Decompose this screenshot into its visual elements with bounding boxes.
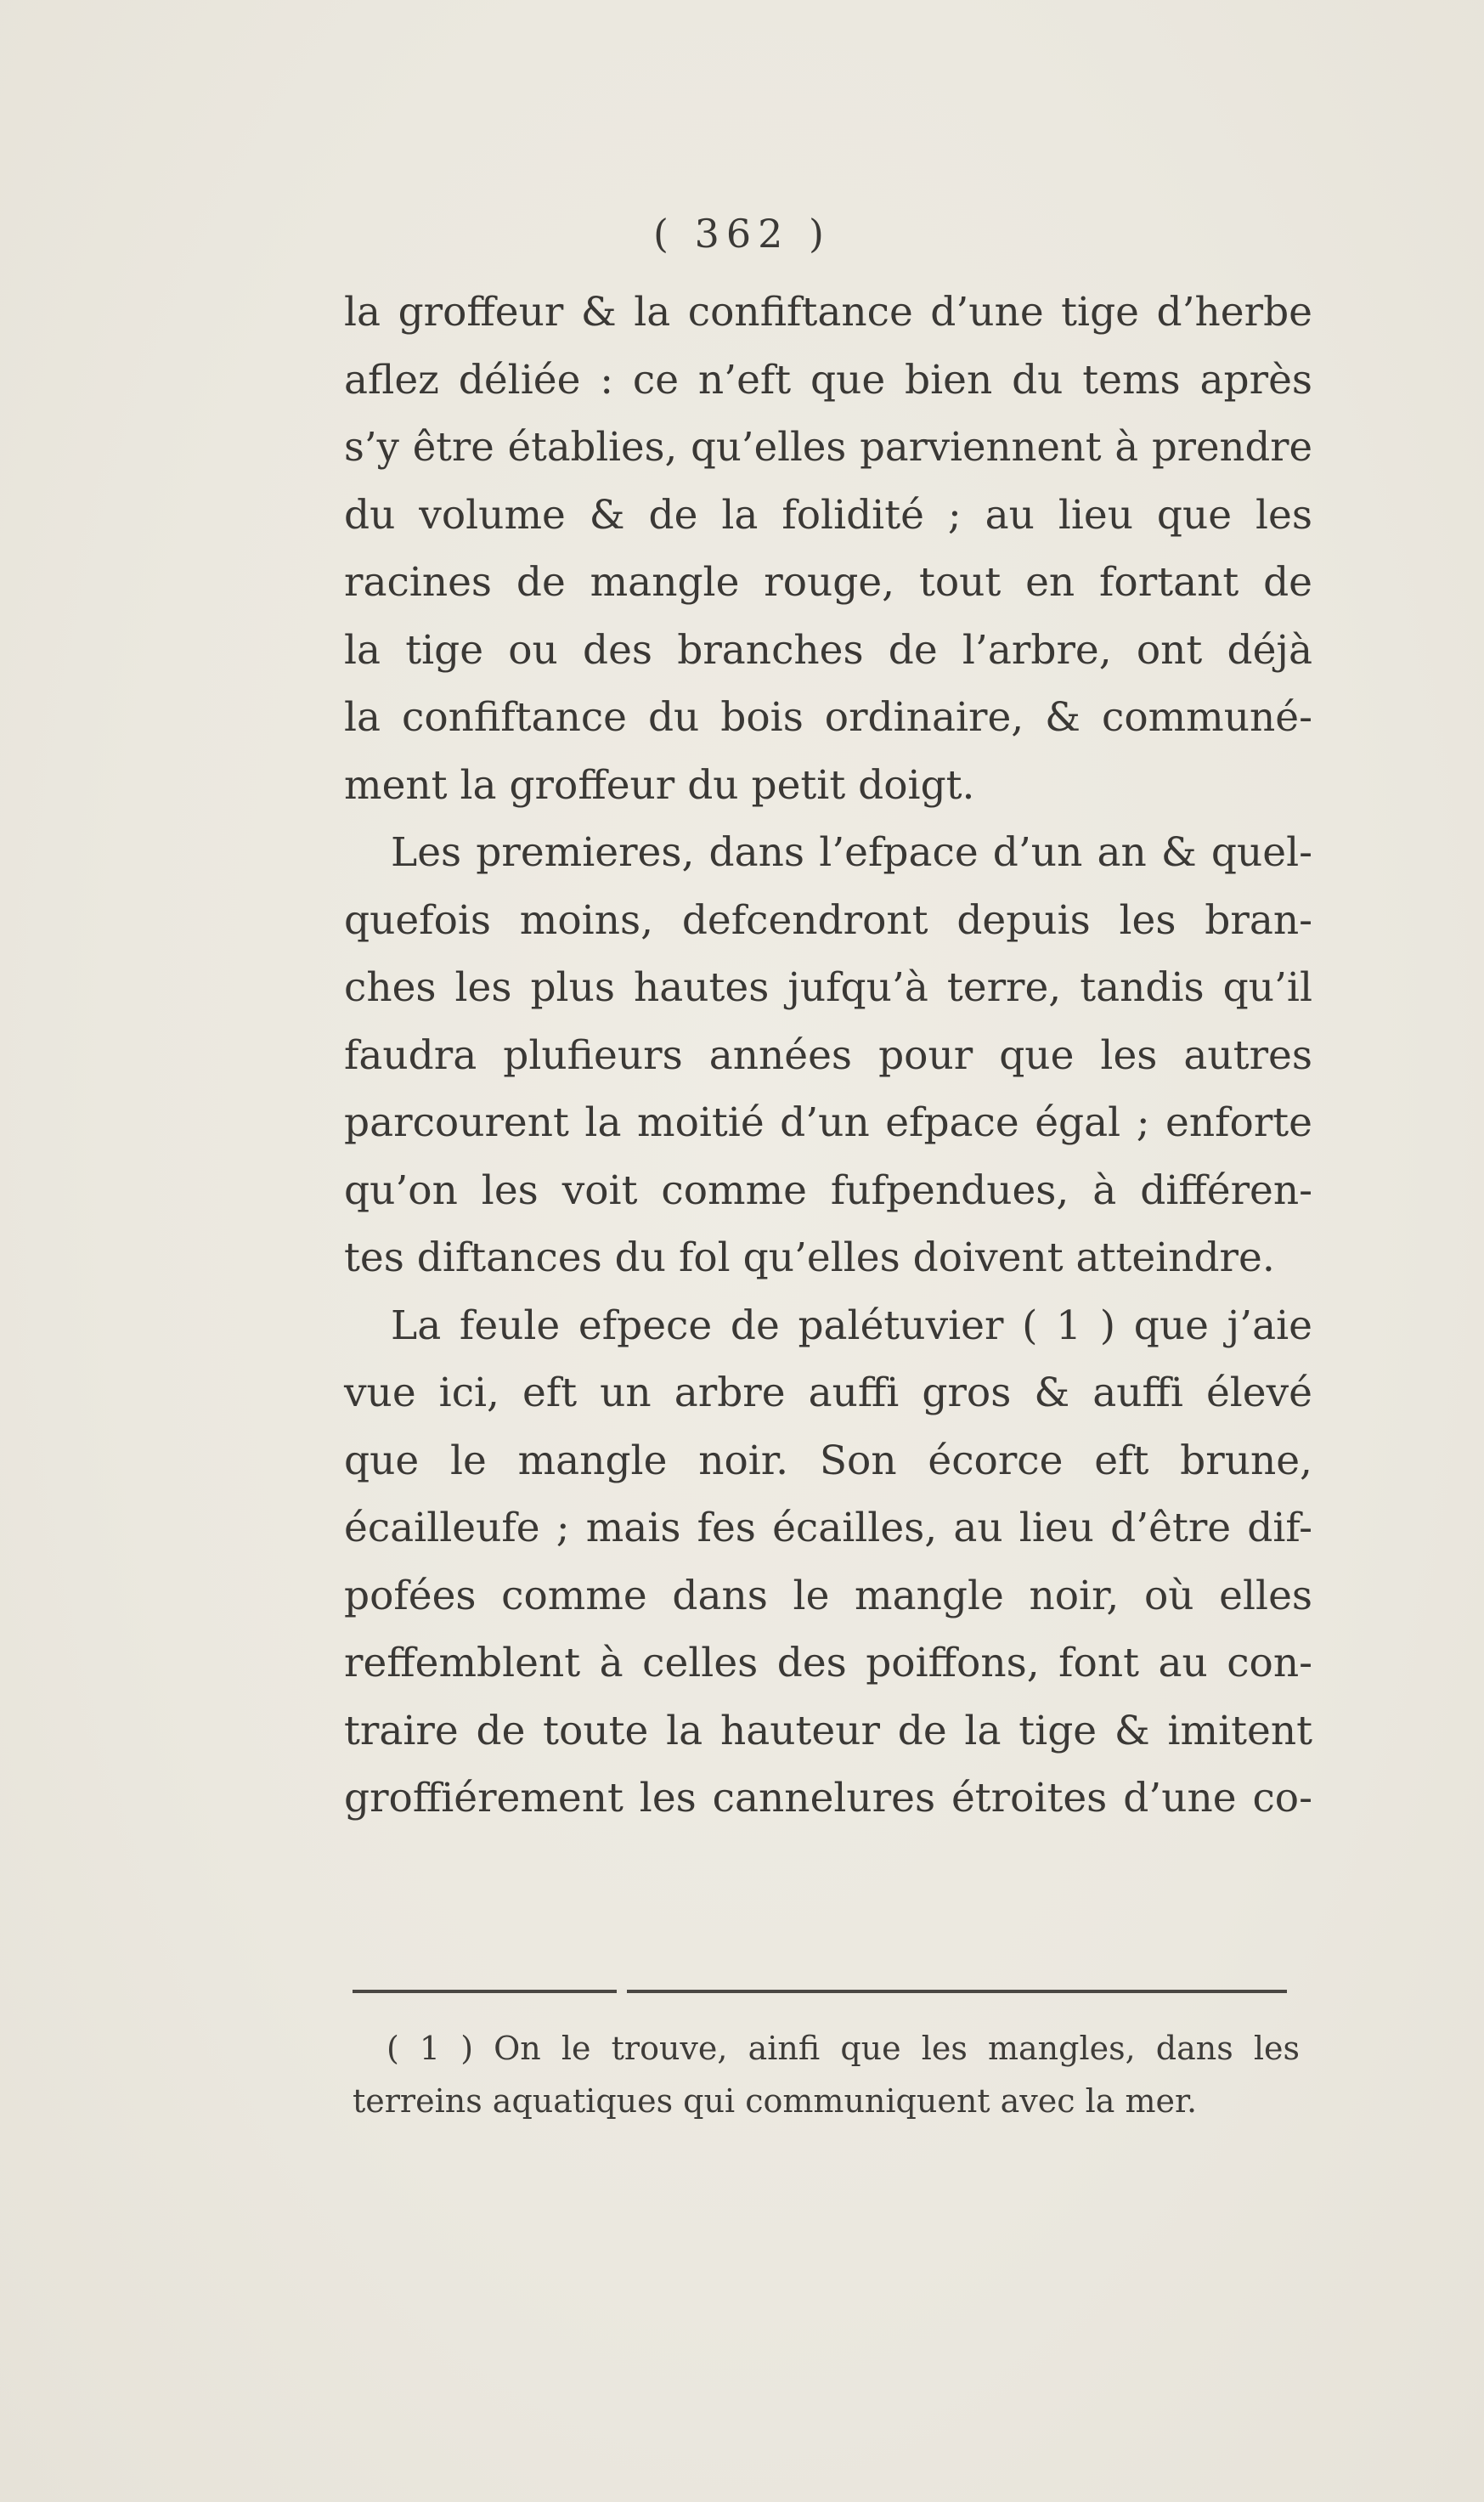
body-line: parcourent la moitié d’un efpace égal ; enforte: [344, 1099, 1312, 1146]
body-line: la confiftance du bois ordinaire, & communé-: [344, 694, 1312, 741]
body-line: pofées comme dans le mangle noir, où elles: [344, 1572, 1312, 1619]
footnotes: [353, 2022, 1300, 2127]
paragraph-start-line: La feule efpece de palétuvier ( 1 ) que j’aie: [391, 1302, 1312, 1349]
footnote-divider: [353, 1990, 1287, 1993]
body-line: s’y être établies, qu’elles parviennent à prendre: [344, 424, 1312, 470]
body-text: [344, 279, 1312, 1833]
body-line: racines de mangle rouge, tout en fortant de: [344, 559, 1312, 606]
body-line: aflez déliée : ce n’eft que bien du tems après: [344, 356, 1312, 404]
body-line: groffiérement les cannelures étroites d’une co-: [344, 1775, 1312, 1821]
body-line: traire de toute la hauteur de la tige & imitent: [344, 1707, 1312, 1754]
body-line: tes diftances du fol qu’elles doivent atteindre.: [344, 1234, 1275, 1281]
body-line: que le mangle noir. Son écorce eft brune,: [344, 1437, 1312, 1484]
body-line: ment la groffeur du petit doigt.: [344, 761, 975, 809]
body-line: faudra plufieurs années pour que les autres: [344, 1031, 1312, 1079]
body-line: vue ici, eft un arbre auffi gros & auffi élevé: [344, 1370, 1312, 1416]
body-line: ches les plus hautes jufqu’à terre, tandis qu’il: [344, 964, 1312, 1011]
page-number: ( 362 ): [653, 211, 831, 257]
body-line: qu’on les voit comme fufpendues, à différen-: [344, 1166, 1312, 1214]
body-line: reffemblent à celles des poiffons, font au con-: [344, 1640, 1312, 1686]
footnote-divider-gap: [617, 1988, 627, 1995]
body-line: quefois moins, defcendront depuis les bran-: [344, 896, 1312, 944]
body-line: du volume & de la folidité ; au lieu que les: [344, 491, 1312, 539]
paragraph-start-line: Les premieres, dans l’efpace d’un an & quel-: [391, 829, 1312, 876]
footnote-line: ( 1 ) On le trouve, ainfi que les mangles, dans les: [387, 2030, 1300, 2067]
body-line: la groffeur & la confiftance d’une tige d’herbe: [344, 289, 1312, 336]
body-line: la tige ou des branches de l’arbre, ont déjà: [344, 626, 1312, 674]
footnote-line: terreins aquatiques qui communiquent avec la mer.: [353, 2082, 1198, 2120]
body-line: écailleufe ; mais fes écailles, au lieu d’être dif-: [344, 1505, 1312, 1551]
